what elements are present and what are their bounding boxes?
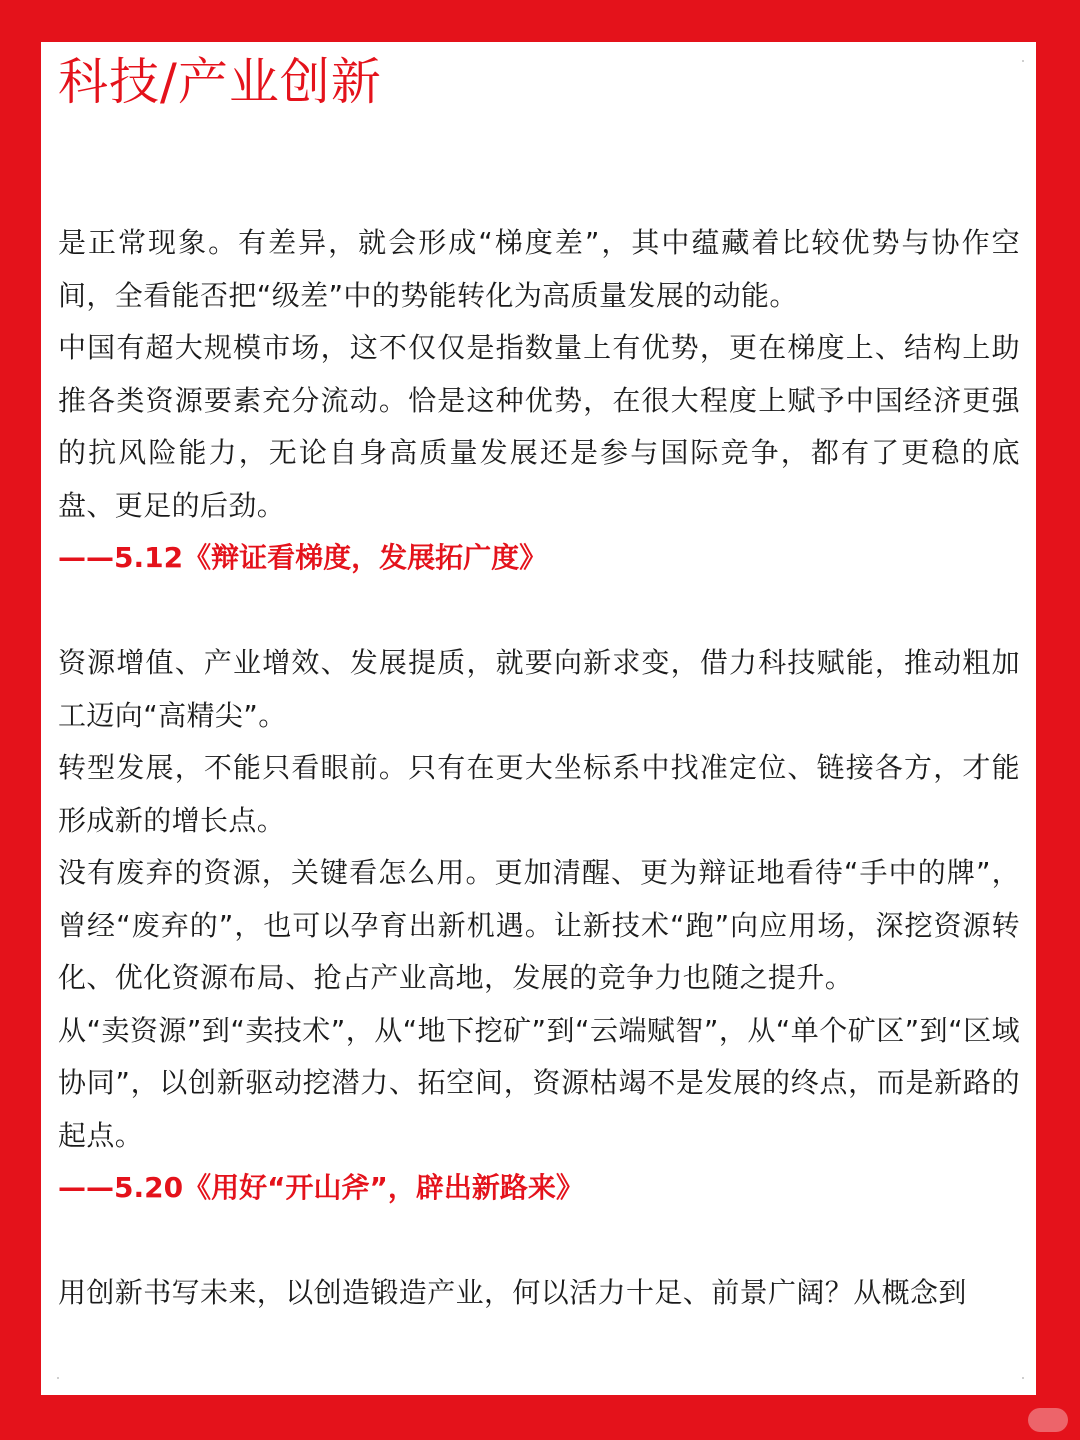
watermark-logo <box>1028 1408 1068 1432</box>
section-spacer <box>58 585 1020 638</box>
paragraph: 从“卖资源”到“卖技术”，从“地下挖矿”到“云端赋智”，从“单个矿区”到“区域协同”，以创新驱动挖潜力、拓空间，资源枯竭不是发展的终点，而是新路的起点。 <box>58 1013 1020 1152</box>
paragraph: 用创新书写未来，以创造锻造产业，何以活力十足、前景广阔？从概念到 <box>58 1276 967 1309</box>
content-card <box>41 42 1036 1395</box>
section-spacer <box>58 1215 1020 1268</box>
page-title: 科技/产业创新 <box>58 53 382 111</box>
paragraph: 没有废弃的资源，关键看怎么用。更加清醒、更为辩证地看待“手中的牌”，曾经“废弃的”，也可以孕育出新机遇。让新技术“跑”向应用场，深挖资源转化、优化资源布局、抢占产业高地，发展的竞争力也随之提升。 <box>58 856 1020 994</box>
corner-mark <box>1022 1377 1024 1379</box>
article-body <box>58 217 1020 1320</box>
corner-mark <box>57 1377 59 1379</box>
paragraph: 是正常现象。有差异，就会形成“梯度差”，其中蕴藏着比较优势与协作空间，全看能否把“级差”中的势能转化为高质量发展的动能。 <box>58 226 1020 312</box>
corner-mark <box>1022 60 1024 62</box>
source-citation: ——5.12《辩证看梯度，发展拓广度》 <box>58 541 548 574</box>
paragraph: 资源增值、产业增效、发展提质，就要向新求变，借力科技赋能，推动粗加工迈向“高精尖”。 <box>58 646 1020 732</box>
source-citation: ——5.20《用好“开山斧”，辟出新路来》 <box>58 1171 584 1204</box>
paragraph: 转型发展，不能只看眼前。只有在更大坐标系中找准定位、链接各方，才能形成新的增长点。 <box>58 751 1020 837</box>
paragraph: 中国有超大规模市场，这不仅仅是指数量上有优势，更在梯度上、结构上助推各类资源要素充分流动。恰是这种优势，在很大程度上赋予中国经济更强的抗风险能力，无论自身高质量发展还是参与国际竞争，都有了更稳的底盘、更足的后劲。 <box>58 331 1020 522</box>
